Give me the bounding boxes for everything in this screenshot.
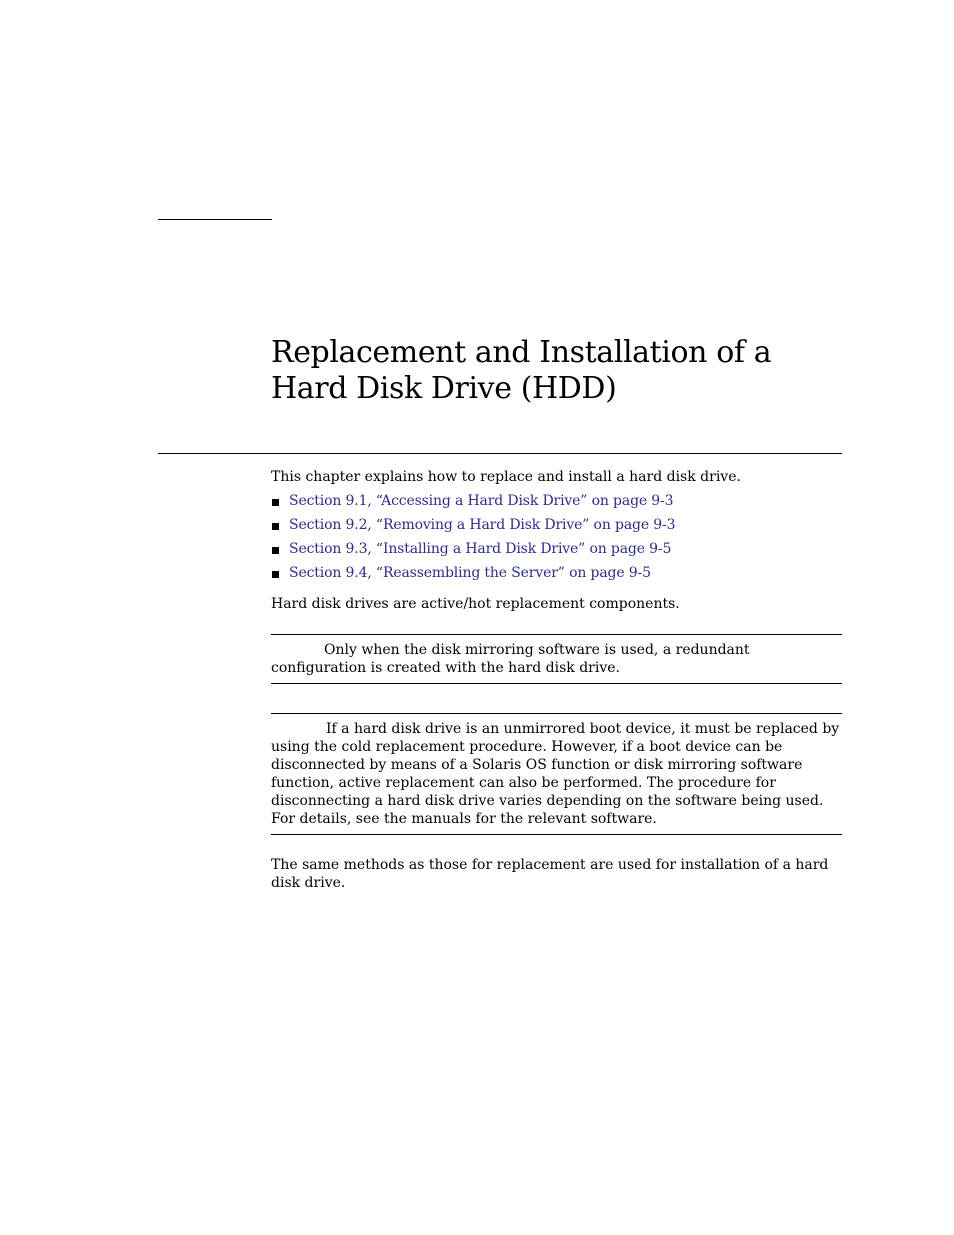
note-box-boot-device: [271, 713, 842, 835]
note-box-mirroring: [271, 634, 842, 684]
intro-paragraph: This chapter explains how to replace and install a hard disk drive.: [271, 469, 741, 485]
section-link-list: [271, 492, 842, 588]
section-link-9-3[interactable]: Section 9.3, “Installing a Hard Disk Drive” on page 9-5: [289, 541, 672, 557]
list-item: [271, 492, 842, 516]
square-bullet-icon: [272, 523, 279, 530]
note-text: If a hard disk drive is an unmirrored boot device, it must be replaced by using the cold replacement procedure. However, if a boot device can be disconnected by means of a Solaris OS function or disk mirroring software function, active replacement can also be performed. The procedure for disconnecting a hard disk drive varies depending on the software being used. For details, see the manuals for the relevant software.: [271, 721, 840, 827]
list-item: [271, 564, 842, 588]
list-item: [271, 540, 842, 564]
closing-paragraph: The same methods as those for replacement are used for installation of a hard disk drive.: [271, 857, 829, 891]
hotswap-paragraph: Hard disk drives are active/hot replacement components.: [271, 596, 680, 612]
square-bullet-icon: [272, 499, 279, 506]
square-bullet-icon: [272, 571, 279, 578]
chapter-title: [271, 335, 831, 407]
square-bullet-icon: [272, 547, 279, 554]
section-link-9-1[interactable]: Section 9.1, “Accessing a Hard Disk Drive” on page 9-3: [289, 493, 674, 509]
section-link-9-2[interactable]: Section 9.2, “Removing a Hard Disk Drive” on page 9-3: [289, 517, 676, 533]
list-item: [271, 516, 842, 540]
title-divider-rule: [158, 453, 842, 454]
section-link-9-4[interactable]: Section 9.4, “Reassembling the Server” on page 9-5: [289, 565, 651, 581]
chapter-title-line-1: Replacement and Installation of a: [271, 335, 772, 370]
note-text: Only when the disk mirroring software is used, a redundant configuration is created with the hard disk drive.: [271, 642, 750, 676]
chapter-title-line-2: Hard Disk Drive (HDD): [271, 371, 617, 406]
chapter-top-rule: [158, 219, 272, 220]
